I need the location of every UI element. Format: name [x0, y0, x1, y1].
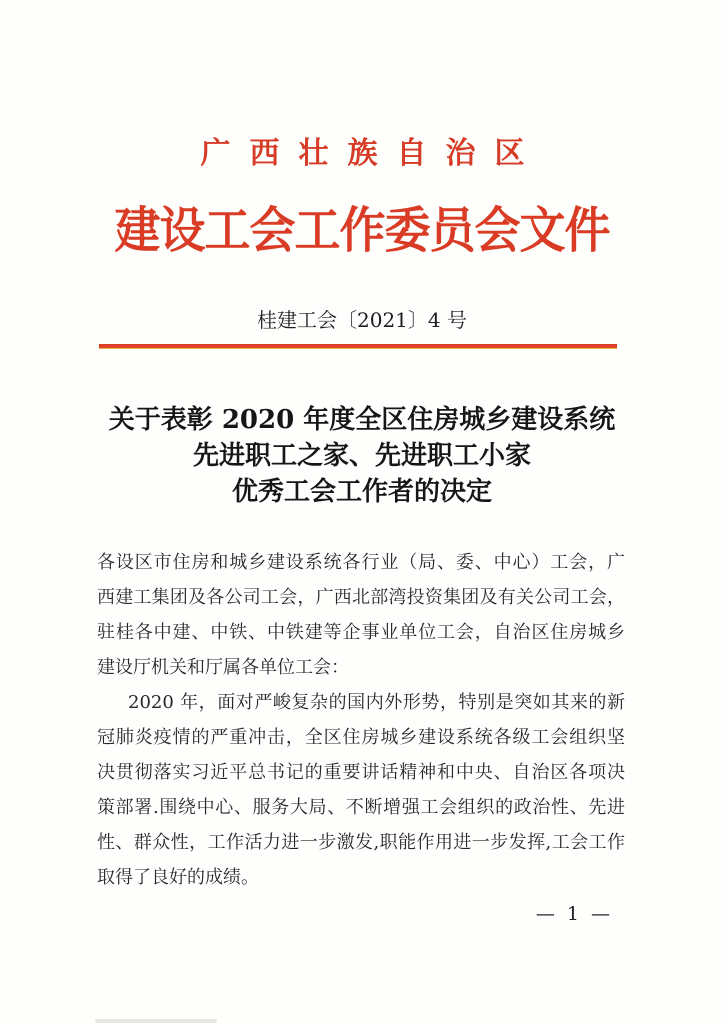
body-text-line: 驻桂各中建、中铁、中铁建等企事业单位工会，自治区住房城乡	[97, 622, 625, 643]
letterhead-region-title: 广西壮族自治区	[200, 136, 544, 171]
body-text-line: 决贯彻落实习近平总书记的重要讲话精神和中央、自治区各项决	[97, 762, 625, 783]
document-title-line-1: 关于表彰 2020 年度全区住房城乡建设系统	[108, 405, 616, 435]
body-text-line: 各设区市住房和城乡建设系统各行业（局、委、中心）工会，广	[97, 552, 625, 573]
scan-artifact	[95, 1019, 217, 1023]
body-text-line: 2020 年，面对严峻复杂的国内外形势，特别是突如其来的新	[128, 692, 625, 713]
document-title-line-2: 先进职工之家、先进职工小家	[192, 441, 531, 471]
page-number: — 1 —	[535, 903, 613, 925]
red-divider-line	[99, 344, 617, 349]
letterhead-organization-title: 建设工会工作委员会文件	[114, 201, 610, 259]
document-body	[97, 545, 625, 895]
body-text-line: 建设厅机关和厅属各单位工会：	[97, 657, 349, 678]
body-text-line: 西建工集团及各公司工会，广西北部湾投资集团及有关公司工会，	[97, 587, 625, 608]
body-text-line: 取得了良好的成绩。	[97, 867, 259, 888]
document-number: 桂建工会〔2021〕4 号	[257, 308, 467, 332]
body-text-line: 冠肺炎疫情的严重冲击，全区住房城乡建设系统各级工会组织坚	[97, 727, 625, 748]
body-text-line: 性、群众性，工作活力进一步激发,职能作用进一步发挥,工会工作	[97, 832, 625, 853]
document-title	[0, 402, 724, 510]
body-text-line: 策部署.围绕中心、服务大局、不断增强工会组织的政治性、先进	[97, 797, 625, 818]
document-title-line-3: 优秀工会工作者的决定	[231, 477, 492, 507]
